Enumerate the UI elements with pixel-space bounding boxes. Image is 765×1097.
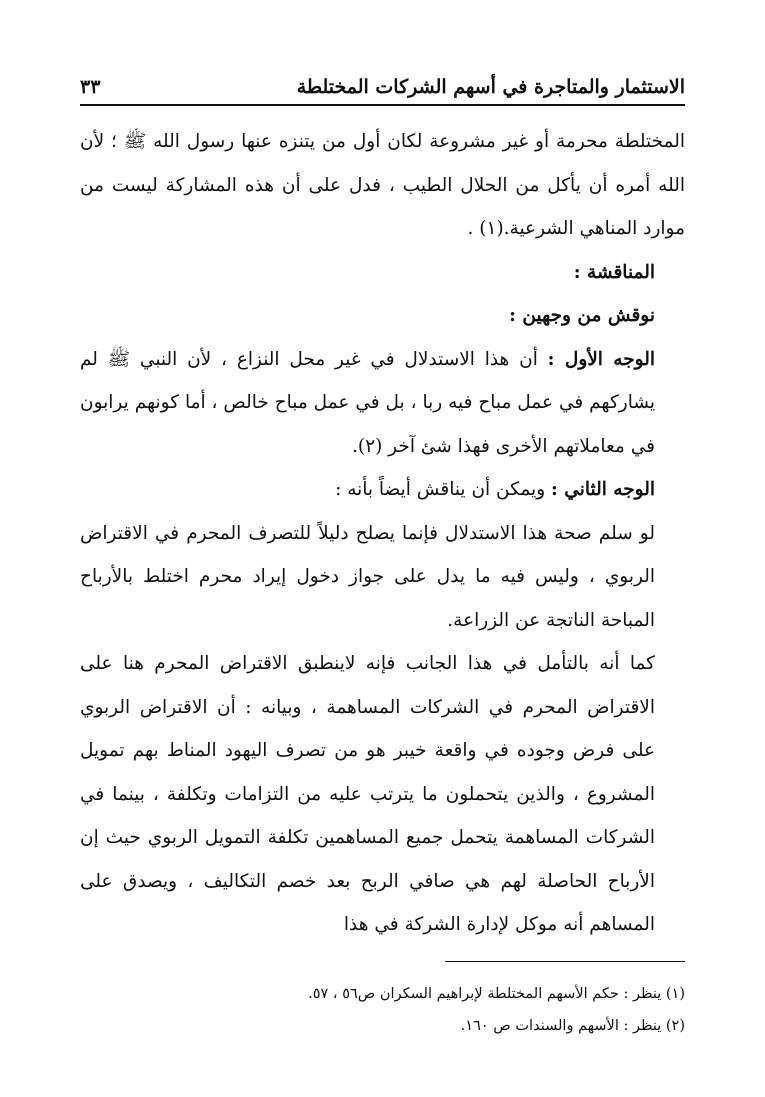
paragraph-intro: المختلطة محرمة أو غير مشروعة لكان أول من يتنزه عنها رسول الله ﷺ ؛ لأن الله أمره أن يأكل من الحلال الطيب ، فدل على أن هذه المشاركة ليست من موارد المناهي الشرعية.(١) . — [80, 131, 685, 239]
aspect-two-text: ويمكن أن يناقش أيضاً بأنه : — [335, 479, 552, 500]
footnote-1: (١) ينظر : حكم الأسهم المختلطة لإبراهيم السكران ص٥٦ ، ٥٧. — [308, 986, 685, 1002]
running-title: الاستثمار والمتاجرة في أسهم الشركات المختلطة — [296, 76, 685, 98]
footnotes — [80, 978, 685, 1042]
page-number: ٣٣ — [80, 76, 101, 98]
header-rule — [80, 104, 685, 106]
aspect-one-label: الوجه الأول : — [547, 348, 656, 370]
paragraph-if-granted: لو سلم صحة هذا الاستدلال فإنما يصلح دليلاً للتصرف المحرم في الاقتراض الربوي ، وليس فيه ما يدل على جواز دخول إيراد محرم اختلط بالأرباح المباحة الناتجة عن الزراعة. — [80, 522, 655, 631]
paragraph-aspect-two — [80, 468, 685, 512]
heading-two-aspects: نوقش من وجهين : — [509, 305, 655, 326]
footnote-2: (٢) ينظر : الأسهم والسندات ص ١٦٠. — [460, 1018, 685, 1034]
main-text — [80, 120, 685, 947]
footnote-rule — [445, 961, 685, 962]
paragraph-also: كما أنه بالتأمل في هذا الجانب فإنه لاينطبق الاقتراض المحرم هنا على الاقتراض المحرم في الشركات المساهمة ، وبيانه : أن الاقتراض الربوي على فرض وجوده في واقعة خيبر هو من تصرف اليهود المناط بهم تمويل المشروع ، والذين يتحملون ما يترتب عليه من التزامات وتكلفة ، بينما في الشركات المساهمة يتحمل جميع المساهمين تكلفة التمويل الربوي حيث إن الأرباح الحاصلة لهم هي صافي الربح بعد خصم التكاليف ، ويصدق على المساهم أنه موكل لإدارة الشركة في هذا — [80, 653, 655, 935]
paragraph-aspect-one — [80, 338, 685, 469]
running-header — [80, 70, 685, 104]
heading-discussion: المناقشة : — [573, 261, 655, 283]
aspect-two-label: الوجه الثاني : — [551, 479, 655, 500]
aspect-one-text: أن هذا الاستدلال في غير محل النزاع ، لأن النبي ﷺ لم يشاركهم في عمل مباح فيه ربا ، بل في عمل مباح خالص ، أما كونهم يرابون في معاملاتهم الأخرى فهذا شئ آخر (٢). — [80, 348, 655, 457]
